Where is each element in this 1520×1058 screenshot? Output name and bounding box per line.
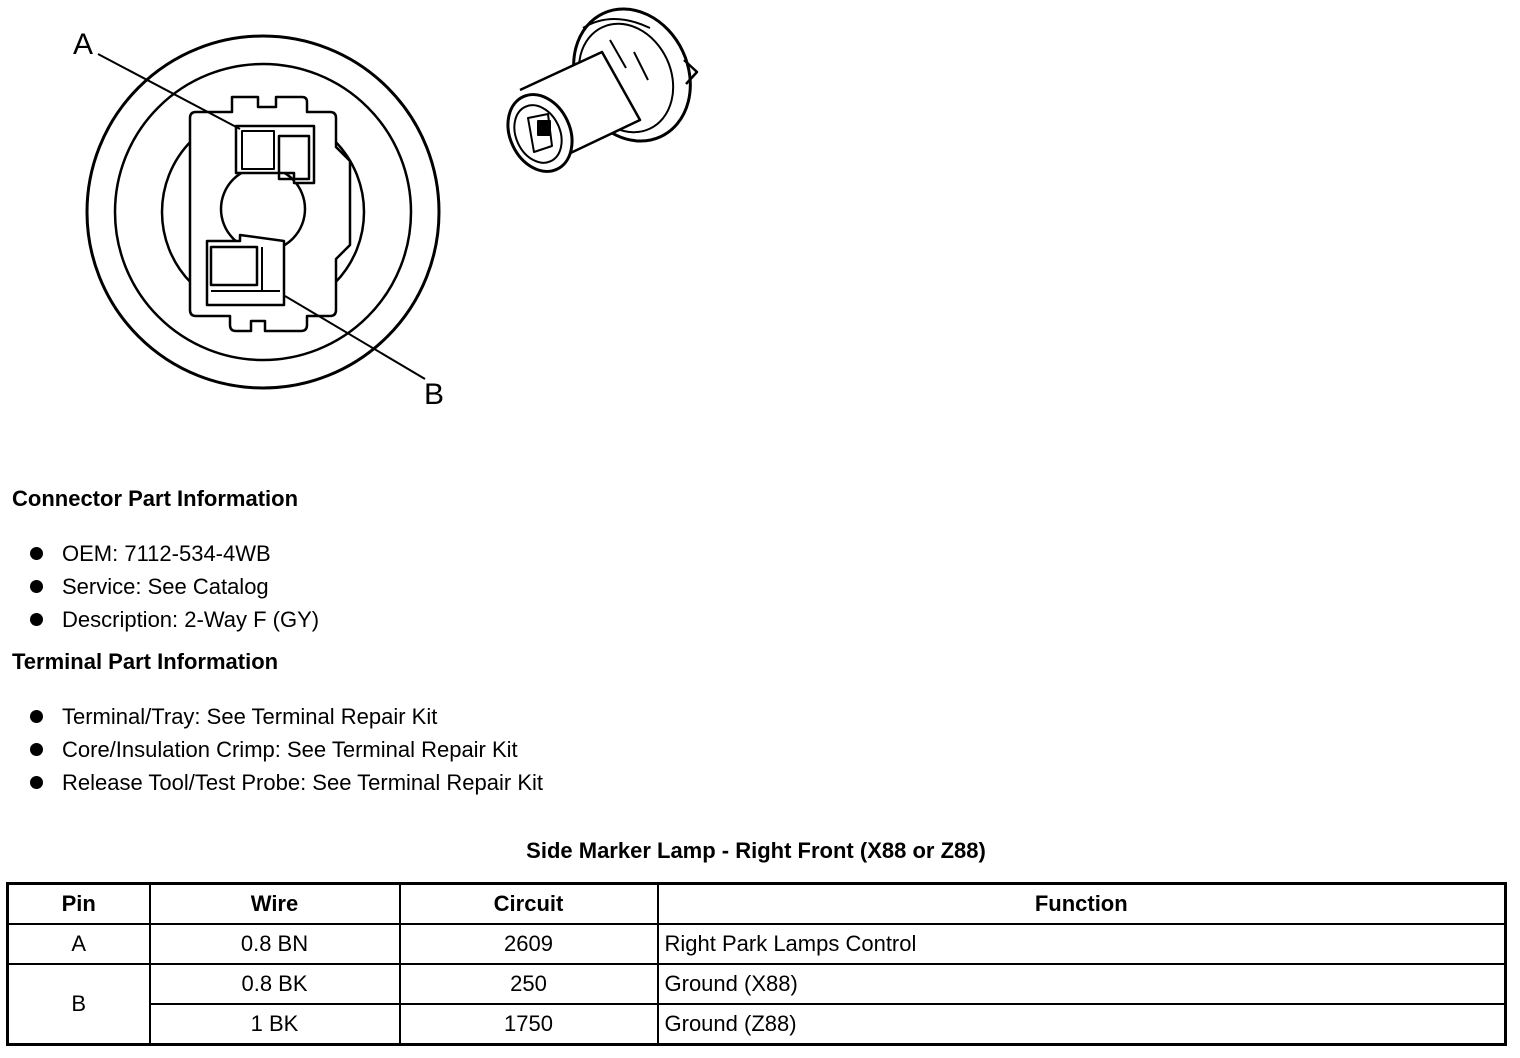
- cell-function: Ground (X88): [658, 964, 1506, 1004]
- callout-b: B: [424, 378, 445, 411]
- bulb-socket-drawing: [496, 0, 712, 182]
- cell-circuit: 1750: [400, 1004, 658, 1045]
- table-row: [8, 1004, 1506, 1045]
- list-item: Core/Insulation Crimp: See Terminal Repair Kit: [30, 733, 543, 766]
- header-pin: Pin: [8, 884, 150, 925]
- connector-part-list: [30, 537, 319, 636]
- list-item: OEM: 7112-534-4WB: [30, 537, 319, 570]
- terminal-part-list: [30, 700, 543, 799]
- header-circuit: Circuit: [400, 884, 658, 925]
- list-item: Service: See Catalog: [30, 570, 319, 603]
- callout-a: A: [73, 28, 94, 61]
- list-item: Description: 2-Way F (GY): [30, 603, 319, 636]
- terminal-part-heading: Terminal Part Information: [12, 649, 279, 674]
- leader-line-a: [98, 54, 240, 129]
- table-header-row: [8, 884, 1506, 925]
- table-title: Side Marker Lamp - Right Front (X88 or Z88): [526, 838, 986, 863]
- terminal-b-cavity: [207, 235, 284, 305]
- table-row: [8, 964, 1506, 1004]
- connector-diagram: [0, 0, 760, 420]
- cell-circuit: 2609: [400, 924, 658, 964]
- leader-line-b: [285, 296, 425, 379]
- cell-function: Ground (Z88): [658, 1004, 1506, 1045]
- cell-pin: A: [8, 924, 150, 964]
- pin-table: [6, 882, 1507, 1046]
- cell-wire: 1 BK: [150, 1004, 400, 1045]
- header-wire: Wire: [150, 884, 400, 925]
- cell-wire: 0.8 BN: [150, 924, 400, 964]
- table-row: [8, 924, 1506, 964]
- cell-function: Right Park Lamps Control: [658, 924, 1506, 964]
- list-item: Release Tool/Test Probe: See Terminal Repair Kit: [30, 766, 543, 799]
- list-item: Terminal/Tray: See Terminal Repair Kit: [30, 700, 543, 733]
- cell-pin: B: [8, 964, 150, 1045]
- cell-wire: 0.8 BK: [150, 964, 400, 1004]
- connector-part-heading: Connector Part Information: [12, 486, 299, 511]
- header-function: Function: [658, 884, 1506, 925]
- cell-circuit: 250: [400, 964, 658, 1004]
